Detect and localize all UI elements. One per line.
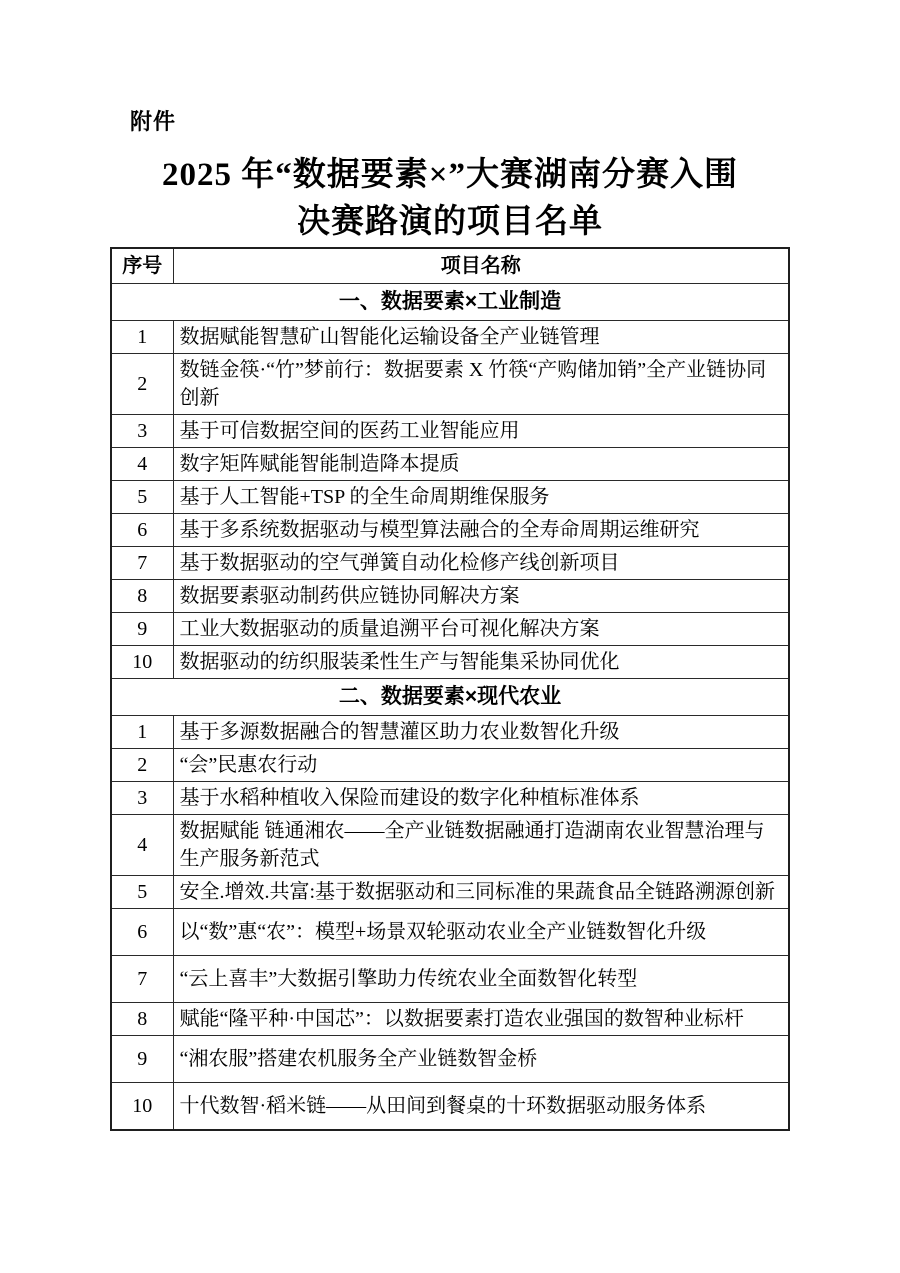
table-row xyxy=(111,876,789,909)
table-row xyxy=(111,716,789,749)
table-row xyxy=(111,514,789,547)
row-project-name: “会”民惠农行动 xyxy=(173,749,789,782)
row-project-name: 十代数智·稻米链——从田间到餐桌的十环数据驱动服务体系 xyxy=(173,1083,789,1131)
row-index: 6 xyxy=(111,514,173,547)
row-index: 5 xyxy=(111,876,173,909)
projects-table xyxy=(110,247,790,1131)
row-project-name: 基于多源数据融合的智慧灌区助力农业数智化升级 xyxy=(173,716,789,749)
row-index: 7 xyxy=(111,547,173,580)
row-index: 1 xyxy=(111,716,173,749)
row-index: 8 xyxy=(111,1003,173,1036)
row-project-name: 基于数据驱动的空气弹簧自动化检修产线创新项目 xyxy=(173,547,789,580)
row-project-name: 基于多系统数据驱动与模型算法融合的全寿命周期运维研究 xyxy=(173,514,789,547)
table-row xyxy=(111,448,789,481)
table-row xyxy=(111,415,789,448)
row-index: 2 xyxy=(111,749,173,782)
row-project-name: 数据驱动的纺织服装柔性生产与智能集采协同优化 xyxy=(173,646,789,679)
row-index: 9 xyxy=(111,1036,173,1083)
row-index: 5 xyxy=(111,481,173,514)
row-index: 9 xyxy=(111,613,173,646)
section-title: 二、数据要素×现代农业 xyxy=(111,679,789,716)
row-project-name: 数据赋能智慧矿山智能化运输设备全产业链管理 xyxy=(173,321,789,354)
row-index: 2 xyxy=(111,354,173,415)
section-title: 一、数据要素×工业制造 xyxy=(111,284,789,321)
row-index: 1 xyxy=(111,321,173,354)
page-title-line-1: 2025 年“数据要素×”大赛湖南分赛入围 xyxy=(161,157,739,193)
table-header-row xyxy=(111,248,789,284)
row-project-name: 数链金筷·“竹”梦前行：数据要素 X 竹筷“产购储加销”全产业链协同创新 xyxy=(173,354,789,415)
row-project-name: 基于人工智能+TSP 的全生命周期维保服务 xyxy=(173,481,789,514)
table-row xyxy=(111,580,789,613)
table-row xyxy=(111,1036,789,1083)
page-title xyxy=(0,152,900,246)
table-row xyxy=(111,354,789,415)
attachment-label: 附件 xyxy=(130,109,177,134)
table-row xyxy=(111,321,789,354)
page-title-line-2: 决赛路演的项目名单 xyxy=(297,204,603,240)
row-index: 3 xyxy=(111,782,173,815)
column-header-index: 序号 xyxy=(111,248,173,284)
row-index: 4 xyxy=(111,815,173,876)
table-row xyxy=(111,1083,789,1131)
table-row xyxy=(111,749,789,782)
table-row xyxy=(111,782,789,815)
table-row xyxy=(111,547,789,580)
table-row xyxy=(111,613,789,646)
table-row xyxy=(111,1003,789,1036)
table-row xyxy=(111,956,789,1003)
row-index: 10 xyxy=(111,646,173,679)
table-row xyxy=(111,815,789,876)
row-project-name: 基于水稻种植收入保险而建设的数字化种植标准体系 xyxy=(173,782,789,815)
table-row xyxy=(111,646,789,679)
row-project-name: 基于可信数据空间的医药工业智能应用 xyxy=(173,415,789,448)
row-project-name: 以“数”惠“农”：模型+场景双轮驱动农业全产业链数智化升级 xyxy=(173,909,789,956)
section-header-industry xyxy=(111,284,789,321)
row-index: 4 xyxy=(111,448,173,481)
row-project-name: “湘农服”搭建农机服务全产业链数智金桥 xyxy=(173,1036,789,1083)
row-project-name: 赋能“隆平种·中国芯”：以数据要素打造农业强国的数智种业标杆 xyxy=(173,1003,789,1036)
table-row xyxy=(111,481,789,514)
row-project-name: 数字矩阵赋能智能制造降本提质 xyxy=(173,448,789,481)
row-index: 6 xyxy=(111,909,173,956)
row-index: 8 xyxy=(111,580,173,613)
row-index: 3 xyxy=(111,415,173,448)
section-header-agriculture xyxy=(111,679,789,716)
row-project-name: 数据赋能 链通湘农——全产业链数据融通打造湖南农业智慧治理与生产服务新范式 xyxy=(173,815,789,876)
row-project-name: 数据要素驱动制药供应链协同解决方案 xyxy=(173,580,789,613)
row-project-name: 安全.增效.共富:基于数据驱动和三同标准的果蔬食品全链路溯源创新 xyxy=(173,876,789,909)
row-project-name: “云上喜丰”大数据引擎助力传统农业全面数智化转型 xyxy=(173,956,789,1003)
row-index: 7 xyxy=(111,956,173,1003)
column-header-name: 项目名称 xyxy=(173,248,789,284)
row-project-name: 工业大数据驱动的质量追溯平台可视化解决方案 xyxy=(173,613,789,646)
table-row xyxy=(111,909,789,956)
row-index: 10 xyxy=(111,1083,173,1131)
